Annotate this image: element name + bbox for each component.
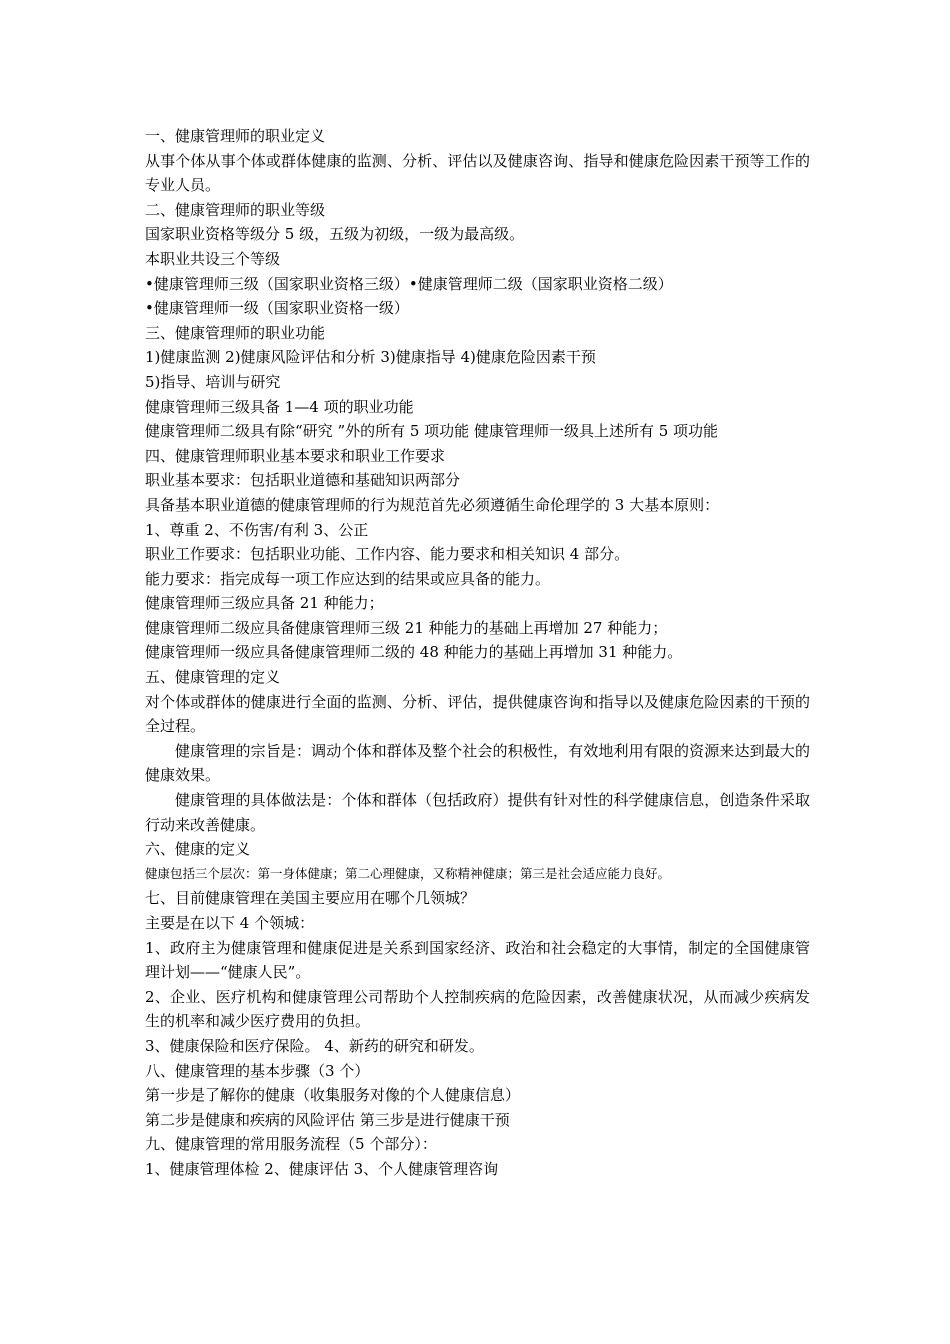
paragraph: 国家职业资格等级分 5 级，五级为初级，一级为最高级。 bbox=[145, 225, 525, 244]
paragraph: 健康包括三个层次：第一身体健康；第二心理健康，又称精神健康；第三是社会适应能力良好。 bbox=[145, 865, 671, 881]
bullet-item: •健康管理师三级（国家职业资格三级）•健康管理师二级（国家职业资格二级） bbox=[145, 274, 673, 293]
paragraph: 健康管理师三级具备 1—4 项的职业功能 bbox=[145, 397, 414, 416]
heading-3: 三、健康管理师的职业功能 bbox=[145, 323, 326, 342]
heading-5: 五、健康管理的定义 bbox=[145, 668, 281, 687]
heading-1: 一、健康管理师的职业定义 bbox=[145, 127, 326, 145]
heading-9: 九、健康管理的常用服务流程（5 个部分）： bbox=[145, 1135, 437, 1154]
paragraph: 主要是在以下 4 个领城： bbox=[145, 914, 315, 932]
paragraph: 健康管理师三级应具备 21 种能力； bbox=[145, 594, 384, 613]
heading-4: 四、健康管理师职业基本要求和职业工作要求 bbox=[145, 446, 446, 465]
paragraph: 1、尊重 2、不伤害/有利 3、公正 bbox=[145, 520, 369, 539]
paragraph: 对个体或群体的健康进行全面的监测、分析、评估，提供健康咨询和指导以及健康危险因素的干预的全过程。 bbox=[145, 692, 810, 736]
paragraph: 1、政府主为健康管理和健康促进是关系到国家经济、政治和社会稳定的大事情，制定的全国健康管理计划——“健康人民”。 bbox=[145, 938, 810, 982]
heading-8: 八、健康管理的基本步骤（3 个） bbox=[145, 1061, 370, 1080]
heading-2: 二、健康管理师的职业等级 bbox=[145, 200, 326, 219]
paragraph: 健康管理的宗旨是：调动个体和群体及整个社会的积极性，有效地利用有限的资源来达到最大的健康效果。 bbox=[145, 741, 810, 785]
paragraph: 健康管理师二级具有除“研究 ”外的所有 5 项功能 健康管理师一级具上述所有 5 项功能 bbox=[145, 422, 719, 441]
paragraph: 1、健康管理体检 2、健康评估 3、个人健康管理咨询 bbox=[145, 1159, 499, 1178]
paragraph: 健康管理的具体做法是：个体和群体（包括政府）提供有针对性的科学健康信息，创造条件采取行动来改善健康。 bbox=[145, 791, 810, 834]
paragraph: 第二步是健康和疾病的风险评估 第三步是进行健康干预 bbox=[145, 1110, 510, 1129]
heading-7: 七、目前健康管理在美国主要应用在哪个几领城？ bbox=[145, 889, 476, 908]
paragraph: 从事个体从事个体或群体健康的监测、分析、评估以及健康咨询、指导和健康危险因素干预等工作的专业人员。 bbox=[145, 151, 810, 195]
paragraph: 1)健康监测 2)健康风险评估和分析 3)健康指导 4)健康危险因素干预 bbox=[145, 348, 596, 367]
paragraph: 2、企业、医疗机构和健康管理公司帮助个人控制疾病的危险因素，改善健康状况，从而减少疾病发生的机率和减少医疗费用的负担。 bbox=[145, 987, 810, 1031]
paragraph: 健康管理师一级应具备健康管理师二级的 48 种能力的基础上再增加 31 种能力。 bbox=[145, 643, 683, 662]
paragraph: 5)指导、培训与研究 bbox=[145, 372, 281, 391]
paragraph: 具备基本职业道德的健康管理师的行为规范首先必须遵循生命伦理学的 3 大基本原则： bbox=[145, 495, 720, 514]
paragraph: 职业基本要求：包括职业道德和基础知识两部分 bbox=[145, 471, 461, 490]
paragraph: 3、健康保险和医疗保险。 4、新药的研究和研发。 bbox=[145, 1036, 484, 1055]
document-body bbox=[145, 124, 810, 1182]
paragraph: 本职业共设三个等级 bbox=[145, 249, 281, 268]
bullet-item: •健康管理师一级（国家职业资格一级） bbox=[145, 299, 409, 318]
paragraph: 第一步是了解你的健康（收集服务对像的个人健康信息） bbox=[145, 1086, 521, 1105]
paragraph: 职业工作要求：包括职业功能、工作内容、能力要求和相关知识 4 部分。 bbox=[145, 545, 630, 564]
paragraph: 健康管理师二级应具备健康管理师三级 21 种能力的基础上再增加 27 种能力； bbox=[145, 618, 668, 637]
paragraph: 能力要求：指完成每一项工作应达到的结果或应具备的能力。 bbox=[145, 569, 551, 588]
heading-6: 六、健康的定义 bbox=[145, 840, 251, 859]
